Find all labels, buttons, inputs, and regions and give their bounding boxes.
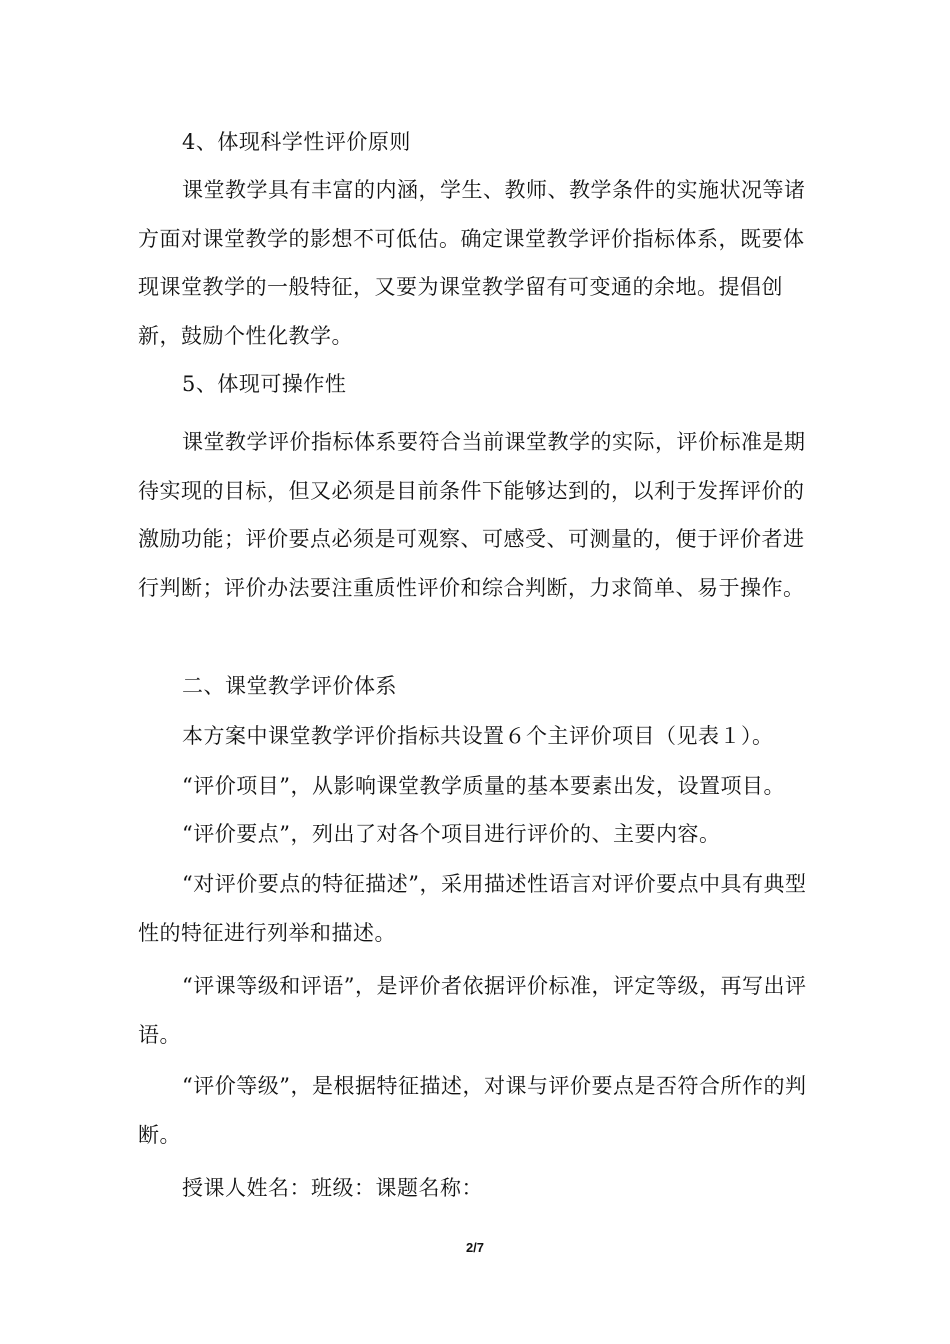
- paragraph-scientific-principle: 课堂教学具有丰富的内涵，学生、教师、教学条件的实施状况等诸方面对课堂教学的影想不可低估。确定课堂教学评价指标体系，既要体现课堂教学的一般特征，又要为课堂教学留有可变通的余地。提倡创新，鼓励个性化教学。: [138, 178, 806, 348]
- paragraph-lecturer-info: 授课人姓名：班级：课题名称：: [182, 1176, 483, 1200]
- paragraph-indicator-count: 本方案中课堂教学评价指标共设置６个主评价项目（见表１）。: [182, 724, 774, 748]
- heading-evaluation-system: 二、课堂教学评价体系: [182, 674, 397, 698]
- paragraph-operability: 课堂教学评价指标体系要符合当前课堂教学的实际，评价标准是期待实现的目标，但又必须是目前条件下能够达到的，以利于发挥评价的激励功能；评价要点必须是可观察、可感受、可测量的，便于评价者进行判断；评价办法要注重质性评价和综合判断，力求简单、易于操作。: [138, 430, 806, 600]
- paragraph-evaluation-items: “评价项目”，从影响课堂教学质量的基本要素出发，设置项目。: [182, 774, 785, 798]
- page-number: 2/7: [465, 1240, 485, 1255]
- heading-operability: 5、体现可操作性: [182, 372, 347, 396]
- paragraph-evaluation-points: “评价要点”，列出了对各个项目进行评价的、主要内容。: [182, 822, 721, 846]
- heading-scientific-principle: 4、体现科学性评价原则: [182, 130, 411, 154]
- paragraph-evaluation-grade: “评价等级”，是根据特征描述，对课与评价要点是否符合所作的判断。: [138, 1074, 807, 1147]
- paragraph-grade-and-comment: “评课等级和评语”，是评价者依据评价标准，评定等级，再写出评语。: [138, 974, 807, 1047]
- paragraph-feature-description: “对评价要点的特征描述”，采用描述性语言对评价要点中具有典型性的特征进行列举和描述。: [138, 872, 807, 945]
